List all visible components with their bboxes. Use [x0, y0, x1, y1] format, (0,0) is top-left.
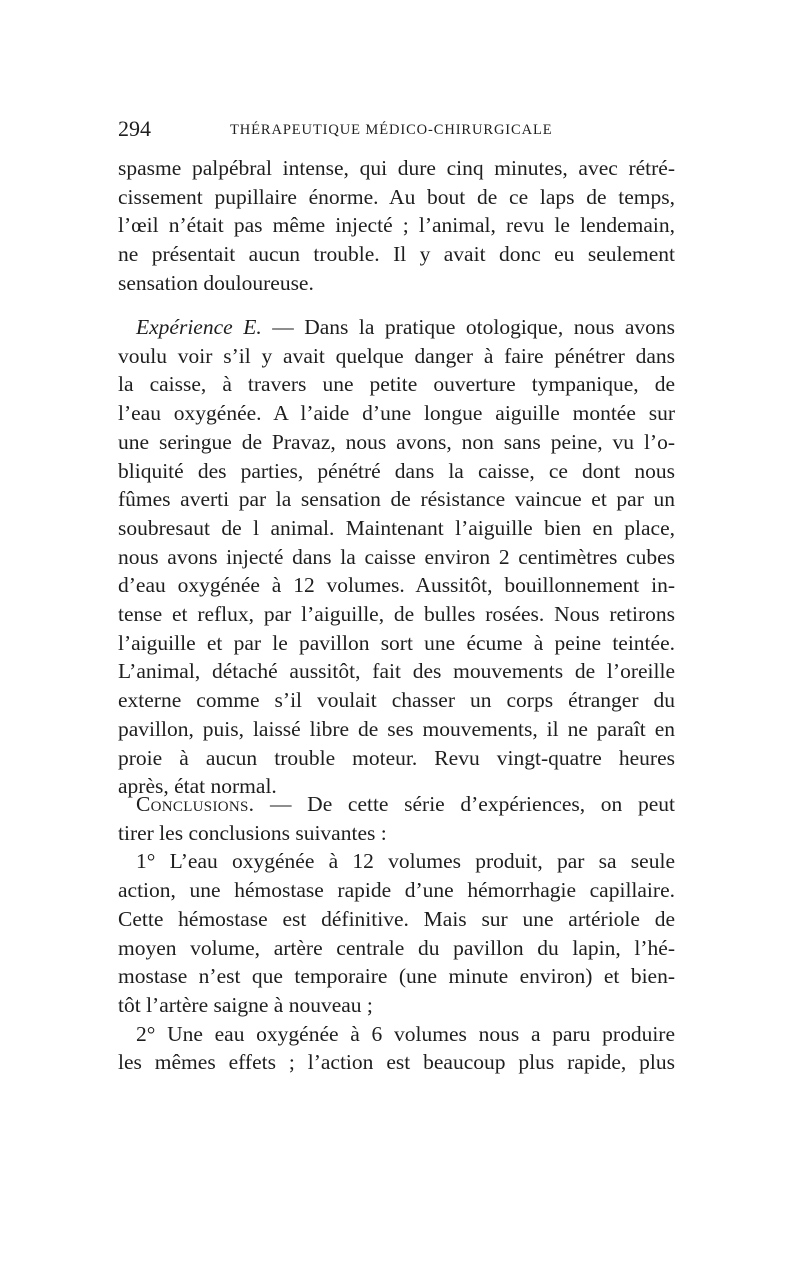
- text-line: la caisse, à travers une petite ouverture tympanique, de: [118, 372, 675, 397]
- text-line: sensation douloureuse.: [118, 270, 314, 295]
- text-line: l’aiguille et par le pavillon sort une écume à peine teintée.: [118, 630, 675, 655]
- text-line: l’eau oxygénée. A l’aide d’une longue aiguille montée sur: [118, 401, 675, 426]
- text-line: externe comme s’il voulait chasser un corps étranger du: [118, 688, 675, 713]
- text-line: L’animal, détaché aussitôt, fait des mouvements de l’oreille: [118, 659, 675, 684]
- text-line: 2° Une eau oxygénée à 6 volumes nous a paru produire: [136, 1021, 675, 1046]
- text-line: bliquité des parties, pénétré dans la caisse, ce dont nous: [118, 458, 675, 483]
- text-line: l’œil n’était pas même injecté ; l’animal, revu le lendemain,: [118, 213, 675, 238]
- paragraph-experience-e: [118, 313, 675, 801]
- text-line: une seringue de Pravaz, nous avons, non sans peine, vu l’o-: [118, 429, 675, 454]
- text-line: mostase n’est que temporaire (une minute environ) et bien-: [118, 964, 675, 989]
- text-line: moyen volume, artère centrale du pavillon du lapin, l’hé-: [118, 935, 675, 960]
- text-line: tôt l’artère saigne à nouveau ;: [118, 992, 373, 1017]
- text-line: fûmes averti par la sensation de résistance vaincue et par un: [118, 487, 675, 512]
- page-number: 294: [118, 116, 151, 141]
- text-line: tirer les conclusions suivantes :: [118, 820, 387, 845]
- text-line: les mêmes effets ; l’action est beaucoup plus rapide, plus: [118, 1050, 675, 1075]
- text-line: d’eau oxygénée à 12 volumes. Aussitôt, bouillonnement in-: [118, 573, 675, 598]
- text-line: ne présentait aucun trouble. Il y avait donc eu seulement: [118, 242, 675, 267]
- text-line: soubresaut de l animal. Maintenant l’aiguille bien en place,: [118, 515, 675, 540]
- text-line: voulu voir s’il y avait quelque danger à faire pénétrer dans: [118, 343, 675, 368]
- paragraph-1: [118, 154, 675, 298]
- conclusions-heading: Conclusions.: [136, 792, 255, 816]
- running-title: THÉRAPEUTIQUE MÉDICO-CHIRURGICALE: [230, 122, 553, 138]
- text-line: spasme palpébral intense, qui dure cinq minutes, avec rétré-: [118, 156, 675, 180]
- text-line: après, état normal.: [118, 774, 277, 799]
- text-line: nous avons injecté dans la caisse environ 2 centimètres cubes: [118, 544, 675, 569]
- text-line: proie à aucun trouble moteur. Revu vingt-quatre heures: [118, 745, 675, 770]
- text-line: Cette hémostase est définitive. Mais sur une artériole de: [118, 906, 675, 931]
- text-line: [118, 313, 675, 342]
- text-line: pavillon, puis, laissé libre de ses mouvements, il ne paraît en: [118, 716, 675, 741]
- experience-heading: Expérience E.: [136, 315, 262, 339]
- text-line: cissement pupillaire énorme. Au bout de ce laps de temps,: [118, 184, 675, 209]
- text-line: action, une hémostase rapide d’une hémorrhagie capillaire.: [118, 878, 675, 903]
- text-line: tense et reflux, par l’aiguille, de bulles rosées. Nous retirons: [118, 602, 675, 627]
- experience-heading-rest: — Dans la pratique otologique, nous avons: [261, 315, 675, 339]
- page-header: [118, 116, 678, 142]
- conclusions-heading-rest: — De cette série d’expériences, on peut: [254, 792, 675, 816]
- text-line: [118, 790, 675, 819]
- text-line: 1° L’eau oxygénée à 12 volumes produit, par sa seule: [136, 849, 675, 874]
- paragraph-conclusions: [118, 790, 675, 1077]
